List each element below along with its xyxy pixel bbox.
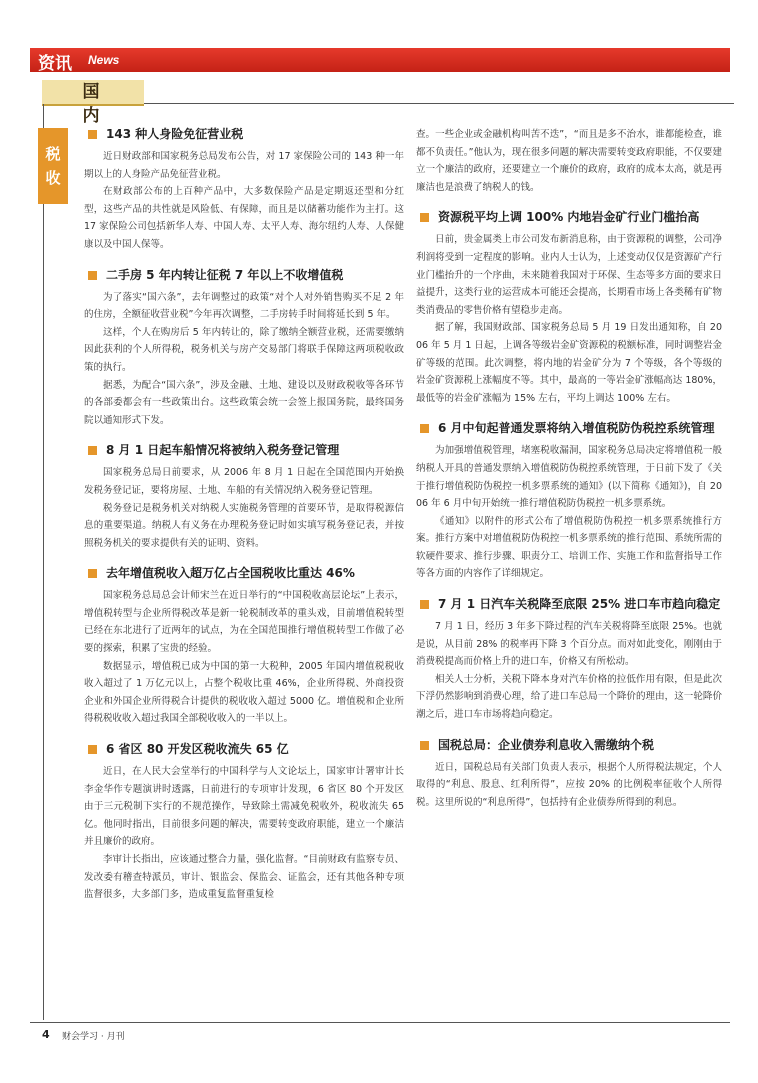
article-headline: 国税总局：企业债券利息收入需缴纳个税: [416, 737, 722, 754]
category-side-tab-label: 税收: [45, 145, 61, 187]
article-bond-interest-tax: [416, 737, 722, 812]
article-resource-tax: [416, 209, 722, 407]
article-continuation: [416, 126, 722, 196]
frame-left-rule: [43, 104, 44, 1020]
article-paragraph: 据了解，我国财政部、国家税务总局 5 月 19 日发出通知称，自 2006 年 5 月 1 日起，上调各等级岩金矿资源税的税额标准，同时调整岩金矿等级的范围。此次调整，将内地的岩金矿分为 7 个等级，各个等级的岩金矿资源税上涨幅度不等。其中，最高的一等岩金矿涨幅高达 180%，最低等的岩金矿涨幅为 15% 左右，平均上调达 100% 左右。: [416, 322, 722, 404]
article-insurance-tax: [84, 126, 404, 254]
article-paragraph: 相关人士分析，关税下降本身对汽车价格的拉低作用有限，但是此次下浮仍然影响到消费心理，给了进口车总局一个降价的理由，这一轮降价潮之后，进口车市场将趋向稳定。: [416, 673, 722, 721]
bullet-square-icon: [420, 424, 429, 433]
section-label-box: [42, 80, 144, 126]
article-vat-revenue: [84, 565, 404, 728]
article-headline: 二手房 5 年内转让征税 7 年以上不收增值税: [84, 267, 404, 284]
article-paragraph: 《通知》以附件的形式公布了增值税防伪税控一机多票系统推行方案。推行方案中对增值税防伪税控一机多票系统的推行范围、系统所需的软硬件要求、推行步骤、职责分工、培训工作、实施工作和监督指导工作等各方面的内容作了详细规定。: [416, 515, 722, 580]
article-paragraph: 近日，国税总局有关部门负责人表示，根据个人所得税法规定，个人取得的“利息、股息、红利所得”，应按 20% 的比例税率征收个人所得税。这里所说的“利息所得”，包括持有企业债券所得到的利息。: [416, 761, 722, 808]
article-headline: 6 月中旬起普通发票将纳入增值税防伪税控系统管理: [416, 420, 722, 437]
article-paragraph: 近日，在人民大会堂举行的中国科学与人文论坛上，国家审计署审计长李金华作专题演讲时透露，日前进行的专项审计发现，6 省区 80 个开发区由于三元税制下实行的不规范操作，导致除土需减免税收外，税收流失 65 亿。他同时指出，目前很多问题的解决，需要转变政府职能，建立一个廉洁并且廉价的政府。: [84, 766, 404, 848]
article-second-hand-housing: [84, 267, 404, 430]
article-paragraph: 国家税务总局日前要求，从 2006 年 8 月 1 日起在全国范围内开始换发税务登记证，要将房屋、土地、车船的有关情况纳入税务登记管理。: [84, 467, 404, 496]
page-number: 4: [42, 1028, 50, 1041]
bullet-square-icon: [420, 600, 429, 609]
frame-top-rule: [144, 103, 734, 104]
article-headline: 143 种人身险免征营业税: [84, 126, 404, 143]
article-paragraph: 为了落实“国六条”，去年调整过的政策“对个人对外销售购买不足 2 年的住房，全额征收营业税”今年再次调整，二手房转手时间将延长到 5 年。: [84, 291, 404, 321]
article-paragraph: 据悉，为配合“国六条”，涉及金融、土地、建设以及财政税收等各环节的各部委都会有一些政策出台。这些政策会统一会签上报国务院，最终国务院以通知形式下发。: [84, 379, 404, 426]
footer-rule: [30, 1022, 730, 1023]
article-paragraph: 日前，贵金属类上市公司发布新消息称，由于资源税的调整，公司净利润将受到一定程度的影响。业内人士认为，上述变动仅仅是资源矿产行业门槛抬升的一个序曲，未来随着我国对于环保、生态等多方面的要求日益提升，这类行业的运营成本可能还会提高，长期看市场上各类稀有矿物类消费品的零售价格有望稳步走高。: [416, 234, 722, 316]
column-subtitle: News: [88, 53, 120, 67]
article-invoice-system: [416, 420, 722, 583]
bullet-square-icon: [88, 271, 97, 280]
bullet-square-icon: [420, 213, 429, 222]
article-headline: 资源税平均上调 100% 内地岩金矿行业门槛抬高: [416, 209, 722, 226]
bullet-square-icon: [88, 130, 97, 139]
article-headline: 6 省区 80 开发区税收流失 65 亿: [84, 741, 404, 758]
magazine-name: 财会学习 · 月刊: [62, 1032, 125, 1042]
article-paragraph: 数据显示，增值税已成为中国的第一大税种，2005 年国内增值税税收收入超过了 1 万亿元以上，占整个税收比重 46%，企业所得税、外商投资企业和外国企业所得税合计提供的税收收入超过 5000 亿。增值税和企业所得税税收收入超过我国全部税收收入的一半以上。: [84, 660, 404, 725]
article-continued-paragraph: 查。一些企业或金融机构叫苦不迭”，“而且是多不治水，谁都能检查，谁都不负责任。”他认为，现在很多问题的解决需要转变政府职能，不仅要建立一个廉洁的政府，还要建立一个廉价的政府，政府的成本太高，就是再廉洁也是浪费了纳税人的钱。: [416, 129, 722, 193]
article-paragraph: 在财政部公布的上百种产品中，大多数保险产品是定期返还型和分红型，这些产品的共性就是风险低、有保障，而且是以储蓄功能作为主打。这 17 家保险公司包括新华人寿、中国人寿、太平人寿、海尔纽约人寿、人保健康以及中国人保等。: [84, 186, 404, 250]
column-header-bar: [30, 48, 730, 72]
left-column: [84, 126, 404, 917]
article-paragraph: 7 月 1 日，经历 3 年多下降过程的汽车关税将降至底限 25%。也就是说，从目前 28% 的税率再下降 3 个百分点。而对如此变化，刚刚由于消费税提高而价格上升的进口车，价格又有所松动。: [416, 621, 722, 668]
article-paragraph: 近日财政部和国家税务总局发布公告，对 17 家保险公司的 143 种一年期以上的人身险产品免征营业税。: [84, 151, 404, 180]
article-auto-tariff: [416, 596, 722, 724]
article-headline: 7 月 1 日汽车关税降至底限 25% 进口车市趋向稳定: [416, 596, 722, 613]
article-paragraph: 为加强增值税管理，堵塞税收漏洞，国家税务总局决定将增值税一般纳税人开具的普通发票纳入增值税防伪税控系统管理，于日前下发了《关于推行增值税防伪税控一机多票系统的通知》(以下简称《通知》)，自 2006 年 6 月中旬开始统一推行增值税防伪税控一机多票系统。: [416, 445, 722, 510]
category-side-tab: [38, 128, 68, 204]
bullet-square-icon: [88, 446, 97, 455]
article-headline: 8 月 1 日起车船情况将被纳入税务登记管理: [84, 442, 404, 459]
article-paragraph: 李审计长指出，应该通过整合力量，强化监督。“目前财政有监察专员、发改委有稽查特派员，审计、银监会、保监会、证监会，还有其他各种专项监督很多，大多部门多，造成重复监督重复检: [84, 854, 404, 901]
article-paragraph: 这样，个人在购房后 5 年内转让的，除了缴纳全额营业税，还需要缴纳因此获利的个人所得税，税务机关与房产交易部门将联手保障这两项税收政策的执行。: [84, 326, 404, 373]
article-dev-zone-tax-loss: [84, 741, 404, 904]
section-label: 国 内: [82, 82, 118, 126]
article-vehicle-registration: [84, 442, 404, 552]
right-column: [416, 126, 722, 824]
bullet-square-icon: [88, 745, 97, 754]
article-paragraph: 税务登记是税务机关对纳税人实施税务管理的首要环节，是取得税源信息的重要渠道。纳税人有义务在办理税务登记时如实填写税务登记表，并按照税务机关的要求提供有关的证明、资料。: [84, 502, 404, 549]
column-title: 资讯: [38, 54, 72, 74]
bullet-square-icon: [420, 741, 429, 750]
article-headline: 去年增值税收入超万亿占全国税收比重达 46%: [84, 565, 404, 582]
bullet-square-icon: [88, 569, 97, 578]
article-paragraph: 国家税务总局总会计师宋兰在近日举行的“中国税收高层论坛”上表示，增值税转型与企业所得税改革是新一轮税制改革的重头戏，目前增值税转型已经在东北进行了近两年的试点，为在全国范围推行增值税转型工作做了必要的探索，积累了宝贵的经验。: [84, 590, 404, 655]
